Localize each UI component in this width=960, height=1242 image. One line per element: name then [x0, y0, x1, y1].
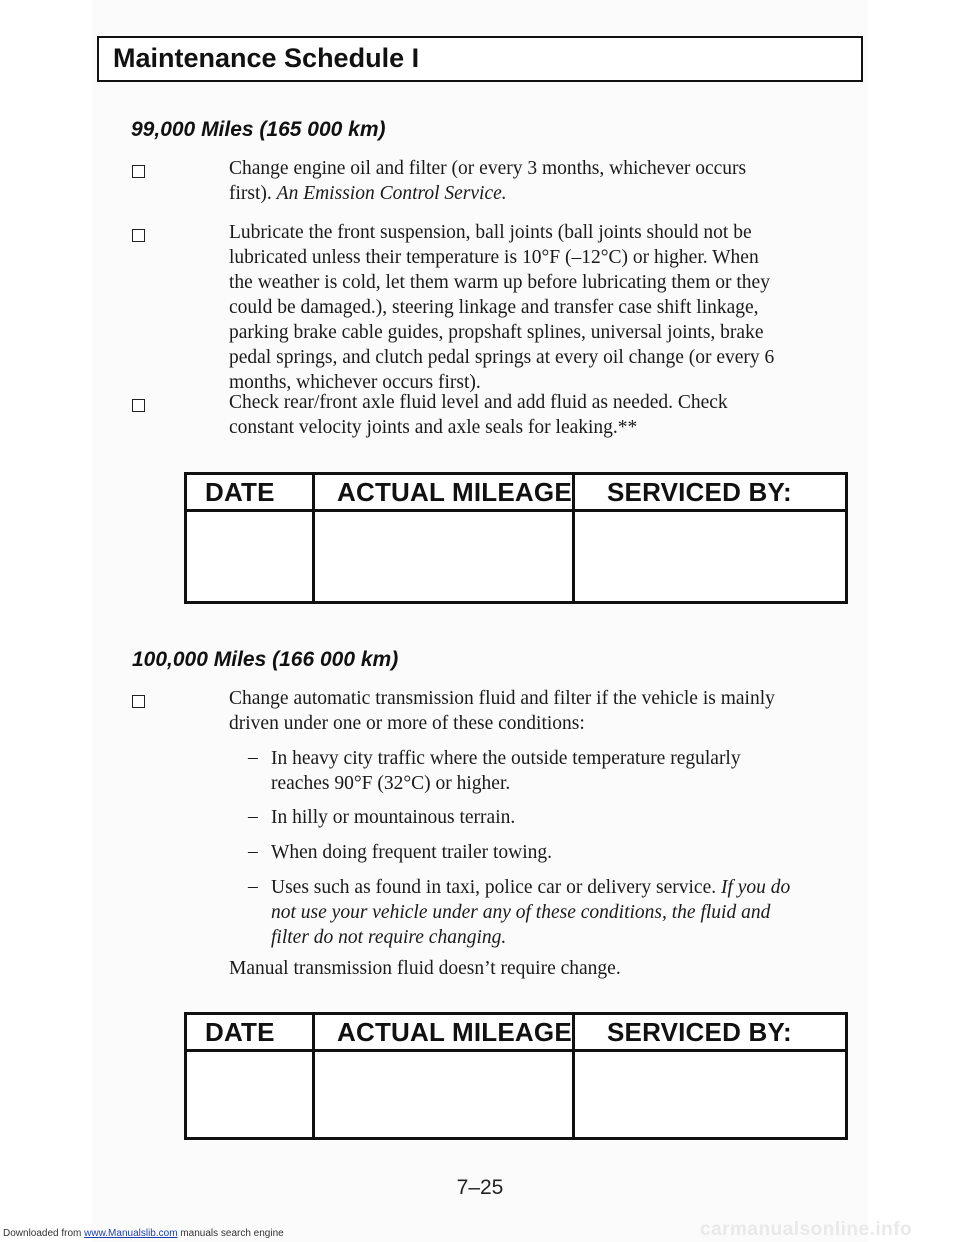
page-title: Maintenance Schedule I — [113, 43, 420, 73]
service-record-table-100000 — [184, 1012, 848, 1140]
task-line: driven under one or more of these conditions: — [229, 713, 585, 734]
date-entry-cell[interactable] — [187, 512, 309, 601]
task-text: first). — [229, 183, 277, 204]
checkbox-axle-fluid[interactable] — [132, 399, 145, 412]
manualslib-link[interactable]: www.Manualslib.com — [84, 1228, 178, 1239]
condition-text: Uses such as found in taxi, police car or delivery service. — [271, 877, 721, 898]
task-line: parking brake cable guides, propshaft splines, universal joints, brake — [229, 322, 764, 343]
bullet-dash: – — [248, 806, 258, 827]
task-line: Lubricate the front suspension, ball joints (ball joints should not be — [229, 222, 752, 243]
service-record-table-99000 — [184, 472, 848, 604]
page-number: 7–25 — [456, 1176, 504, 1199]
serviced-by-entry-cell[interactable] — [575, 1052, 845, 1137]
condition-line: In heavy city traffic where the outside temperature regularly — [271, 748, 741, 769]
task-line — [229, 182, 507, 206]
mileage-entry-cell[interactable] — [315, 512, 569, 601]
section-header-box — [97, 36, 863, 82]
section-heading-100000: 100,000 Miles (166 000 km) — [132, 648, 399, 671]
bullet-dash: – — [248, 841, 258, 862]
column-header-actual-mileage: ACTUAL MILEAGE — [337, 1017, 572, 1047]
task-line: Change engine oil and filter (or every 3 months, whichever occurs — [229, 158, 747, 179]
task-line: pedal springs, and clutch pedal springs at every oil change (or every 6 — [229, 347, 775, 368]
condition-trailer-towing: When doing frequent trailer towing. — [271, 842, 553, 863]
checkbox-transmission-fluid[interactable] — [132, 695, 145, 708]
task-line: months, whichever occurs first). — [229, 372, 481, 393]
task-line: could be damaged.), steering linkage and transfer case shift linkage, — [229, 297, 759, 318]
serviced-by-entry-cell[interactable] — [575, 512, 845, 601]
condition-note: filter do not require changing. — [271, 927, 507, 948]
column-header-date: DATE — [205, 477, 275, 507]
footer-text: manuals search engine — [177, 1228, 284, 1239]
column-header-actual-mileage: ACTUAL MILEAGE — [337, 477, 572, 507]
bullet-dash: – — [248, 876, 258, 897]
emission-service-note: An Emission Control Service. — [276, 183, 507, 204]
condition-note: If you do — [720, 877, 791, 898]
footer-text: Downloaded from — [3, 1228, 85, 1239]
date-entry-cell[interactable] — [187, 1052, 309, 1137]
condition-note: not use your vehicle under any of these conditions, the fluid and — [271, 902, 771, 923]
manual-transmission-note: Manual transmission fluid doesn’t require change. — [229, 958, 621, 979]
section-heading-99000: 99,000 Miles (165 000 km) — [131, 118, 386, 141]
task-line: the weather is cold, let them warm up before lubricating them or they — [229, 272, 770, 293]
bullet-dash: – — [248, 747, 258, 768]
condition-line — [271, 876, 790, 900]
task-line: Change automatic transmission fluid and filter if the vehicle is mainly — [229, 688, 775, 709]
column-header-date: DATE — [205, 1017, 275, 1047]
task-line: lubricated unless their temperature is 10°F (–12°C) or higher. When — [229, 247, 759, 268]
task-line: constant velocity joints and axle seals for leaking.** — [229, 417, 638, 438]
checkbox-lubricate[interactable] — [132, 229, 145, 242]
condition-hilly-terrain: In hilly or mountainous terrain. — [271, 807, 516, 828]
column-header-serviced-by: SERVICED BY: — [607, 477, 792, 507]
watermark: carmanualsonline.info — [700, 1219, 913, 1240]
checkbox-oil-change[interactable] — [132, 165, 145, 178]
column-header-serviced-by: SERVICED BY: — [607, 1017, 792, 1047]
mileage-entry-cell[interactable] — [315, 1052, 569, 1137]
download-footer — [3, 1228, 284, 1239]
condition-line: reaches 90°F (32°C) or higher. — [271, 773, 511, 794]
task-line: Check rear/front axle fluid level and add fluid as needed. Check — [229, 392, 728, 413]
